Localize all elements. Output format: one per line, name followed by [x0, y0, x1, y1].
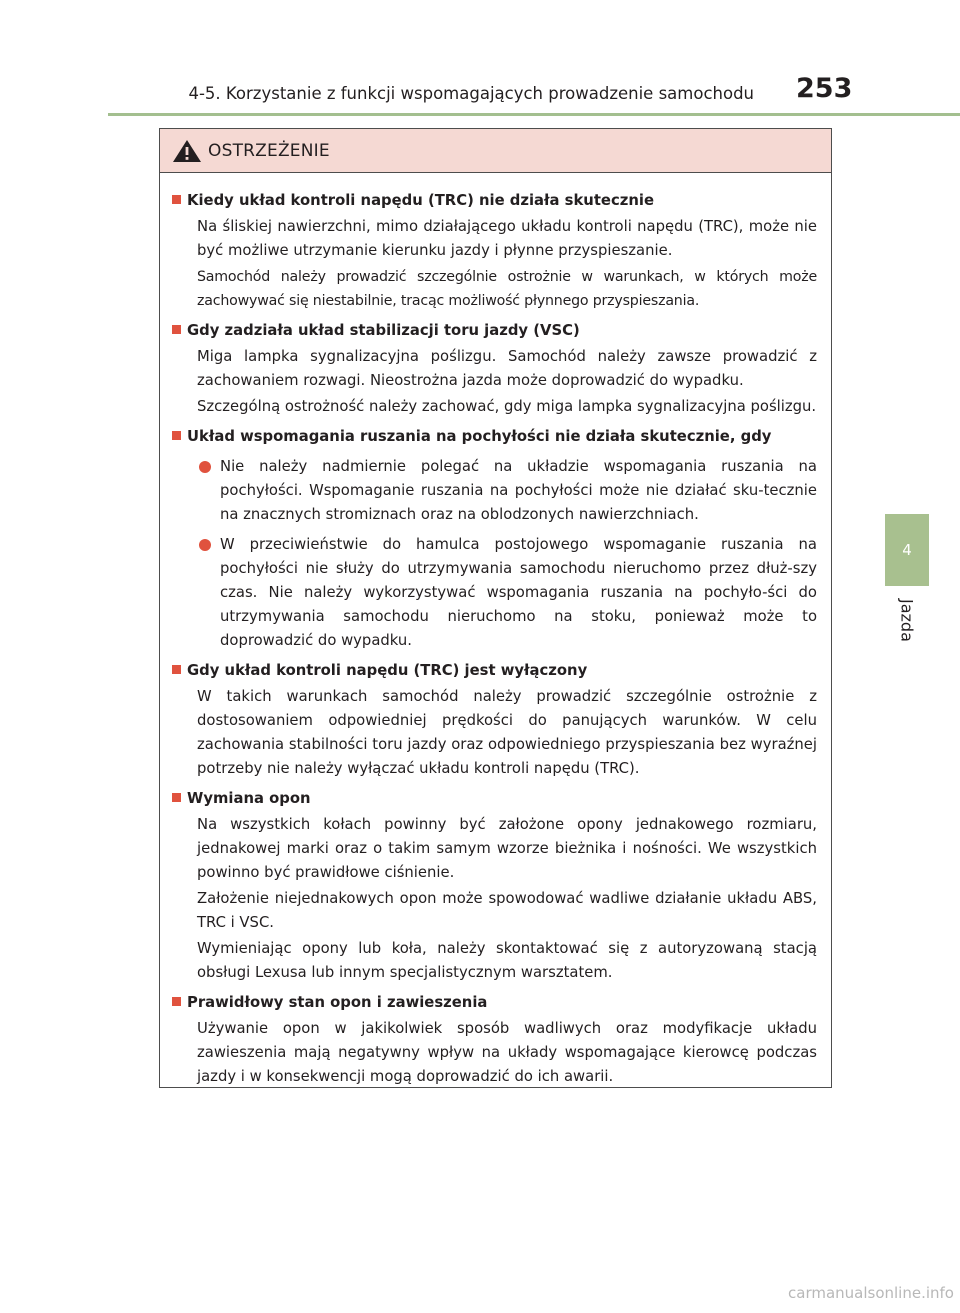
- chapter-tab: 4: [885, 514, 929, 586]
- warning-body: [160, 173, 831, 1089]
- section-heading: Gdy zadziała układ stabilizacji toru jazdy (VSC): [172, 318, 817, 343]
- paragraph: Używanie opon w jakikolwiek sposób wadliwych oraz modyfikacje układu zawieszenia mają negatywny wpływ na układy wspomagające kierowcę podczas jazdy i w konsekwencji mogą doprowadzić do ich awarii.: [197, 1020, 817, 1085]
- paragraph: Na śliskiej nawierzchni, mimo działającego układu kontroli napędu (TRC), może nie być możliwe utrzymanie kierunku jazdy i płynne przyspieszanie.: [197, 218, 817, 259]
- running-header-title: 4-5. Korzystanie z funkcji wspomagających prowadzenie samochodu: [188, 84, 754, 103]
- paragraph: Wymieniając opony lub koła, należy skontaktować się z autoryzowaną stacją obsługi Lexusa lub innym specjalistycznym warsztatem.: [197, 940, 817, 981]
- square-bullet-icon: [172, 997, 181, 1006]
- section-heading: Prawidłowy stan opon i zawieszenia: [172, 990, 817, 1015]
- paragraph: Na wszystkich kołach powinny być założone opony jednakowego rozmiaru, jednakowej marki oraz o takim samym wzorze bieżnika i nośności. We wszystkich powinno być prawidłowe ciśnienie.: [197, 816, 817, 881]
- chapter-label: Jazda: [897, 598, 917, 642]
- square-bullet-icon: [172, 793, 181, 802]
- warning-box: [159, 128, 832, 1088]
- square-bullet-icon: [172, 431, 181, 440]
- page-number: 253: [796, 73, 853, 104]
- paragraph: Miga lampka sygnalizacyjna poślizgu. Samochód należy zawsze prowadzić z zachowaniem rozwagi. Nieostrożna jazda może doprowadzić do wypadku.: [197, 348, 817, 389]
- warning-triangle-icon: [172, 139, 202, 163]
- warning-header: [160, 129, 831, 173]
- paragraph: Szczególną ostrożność należy zachować, gdy miga lampka sygnalizacyjna poślizgu.: [197, 398, 817, 415]
- round-bullet-icon: [199, 461, 211, 473]
- square-bullet-icon: [172, 195, 181, 204]
- list-item: W przeciwieństwie do hamulca postojowego wspomaganie ruszania na pochyłości nie służy do utrzymywania samochodu nieruchomo przez dłuż-szy czas. Nie należy wykorzystywać wspomagania ruszania na pochyło-ści do utrzymywania samochodu nieruchomo na stoku, ponieważ może to doprowadzić do wypadku.: [220, 533, 817, 653]
- section-heading: Wymiana opon: [172, 786, 817, 811]
- section-heading: Gdy układ kontroli napędu (TRC) jest wyłączony: [172, 658, 817, 683]
- warning-title: OSTRZEŻENIE: [208, 140, 330, 161]
- paragraph: Założenie niejednakowych opon może spowodować wadliwe działanie układu ABS, TRC i VSC.: [197, 890, 817, 931]
- paragraph: W takich warunkach samochód należy prowadzić szczególnie ostrożnie z dostosowaniem odpowiedniej prędkości do panujących warunków. W celu zachowania stabilności toru jazdy oraz odpowiedniego przyspieszania bez wyraźnej potrzeby nie należy wyłączać układu kontroli napędu (TRC).: [197, 688, 817, 777]
- square-bullet-icon: [172, 665, 181, 674]
- round-bullet-icon: [199, 539, 211, 551]
- square-bullet-icon: [172, 325, 181, 334]
- section-heading: Kiedy układ kontroli napędu (TRC) nie działa skutecznie: [172, 188, 817, 213]
- paragraph: Samochód należy prowadzić szczególnie ostrożnie w warunkach, w których może zachowywać się niestabilnie, tracąc możliwość płynnego przyspieszania.: [197, 269, 817, 309]
- header-divider: [108, 113, 960, 116]
- section-heading: Układ wspomagania ruszania na pochyłości nie działa skutecznie, gdy: [172, 424, 817, 449]
- watermark: carmanualsonline.info: [788, 1284, 954, 1302]
- list-item: Nie należy nadmiernie polegać na układzie wspomagania ruszania na pochyłości. Wspomaganie ruszania na pochyłości może nie działać sku-tecznie na znacznych stromiznach oraz na oblodzonych nawierzchniach.: [220, 455, 817, 527]
